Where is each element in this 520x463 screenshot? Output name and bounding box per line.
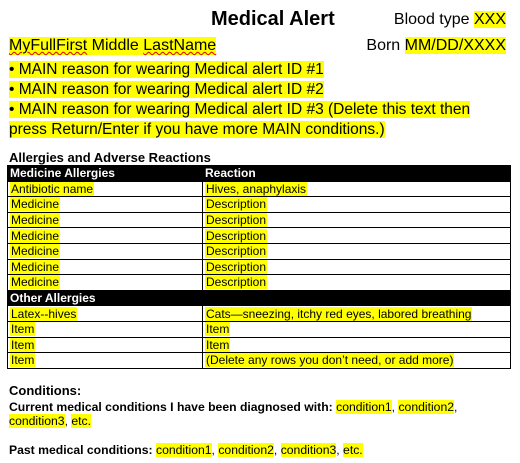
- reaction-cell[interactable]: Description: [206, 228, 267, 243]
- reaction-cell[interactable]: Description: [206, 213, 267, 228]
- condition-item[interactable]: etc.: [71, 414, 92, 428]
- allergen-cell[interactable]: Medicine: [11, 197, 60, 212]
- table-row: [8, 228, 511, 244]
- main-reasons-list: [9, 60, 509, 140]
- name-first: MyFullFirst: [9, 37, 88, 54]
- allergen-cell[interactable]: Medicine: [11, 259, 60, 274]
- allergies-section-title: Allergies and Adverse Reactions: [9, 150, 211, 165]
- main-reason-item[interactable]: • MAIN reason for wearing Medical alert ID #2: [9, 81, 324, 98]
- main-reason-item[interactable]: • MAIN reason for wearing Medical alert ID #1: [9, 61, 324, 78]
- conditions-section-title: Conditions:: [9, 383, 82, 398]
- condition-item[interactable]: condition1: [155, 443, 212, 457]
- column-header-medicine: Medicine Allergies: [8, 166, 203, 182]
- allergies-table: [7, 165, 511, 369]
- past-conditions-label: Past medical conditions:: [9, 443, 153, 457]
- name-middle: Middle: [91, 37, 139, 54]
- past-conditions: Past medical conditions: condition1, condition2, condition3, etc.: [9, 443, 363, 457]
- table-row: [8, 337, 511, 353]
- condition-item[interactable]: condition2: [218, 443, 274, 457]
- other-allergies-header-row: [8, 290, 511, 306]
- reaction-cell[interactable]: Cats—sneezing, itchy red eyes, labored breathing: [206, 306, 472, 321]
- table-row: [8, 275, 511, 291]
- reaction-cell[interactable]: Item: [206, 322, 230, 337]
- born-day: DD: [435, 37, 459, 54]
- table-row: [8, 306, 511, 322]
- column-header-other-allergies: Other Allergies: [8, 290, 511, 306]
- condition-item[interactable]: etc.: [343, 443, 363, 457]
- condition-item[interactable]: condition3: [9, 414, 65, 428]
- reaction-cell[interactable]: Description: [206, 259, 267, 274]
- blood-type-value[interactable]: XXX: [473, 11, 506, 28]
- column-header-reaction: Reaction: [203, 166, 511, 182]
- allergen-cell[interactable]: Item: [11, 353, 35, 368]
- allergen-cell[interactable]: Medicine: [11, 228, 60, 243]
- allergen-cell[interactable]: Medicine: [11, 244, 60, 259]
- allergen-cell[interactable]: Medicine: [11, 275, 60, 290]
- blood-type: [394, 11, 506, 29]
- table-row: [8, 321, 511, 337]
- reaction-cell[interactable]: Description: [206, 275, 267, 290]
- full-name[interactable]: [9, 37, 216, 55]
- allergen-cell[interactable]: Item: [11, 337, 35, 352]
- reaction-cell[interactable]: Description: [206, 244, 267, 259]
- table-row: [8, 259, 511, 275]
- allergen-cell[interactable]: Item: [11, 322, 35, 337]
- table-row: [8, 212, 511, 228]
- document-title: Medical Alert: [211, 8, 335, 30]
- allergen-cell[interactable]: Latex--hives: [11, 306, 77, 321]
- allergen-cell[interactable]: Antibiotic name: [11, 181, 94, 196]
- reaction-cell[interactable]: Item: [206, 337, 230, 352]
- main-reason-item[interactable]: • MAIN reason for wearing Medical alert ID #3 (Delete this text then press Return/Enter if you have more MAIN conditions.): [9, 101, 471, 138]
- reaction-cell[interactable]: Hives, anaphylaxis: [206, 181, 307, 196]
- name-last: LastName: [143, 37, 217, 54]
- current-conditions: Current medical conditions I have been diagnosed with: condition1, condition2, condition3, etc.: [9, 400, 458, 428]
- table-row: [8, 243, 511, 259]
- birth-date: [366, 37, 506, 55]
- condition-item[interactable]: condition1: [336, 400, 392, 414]
- current-conditions-label: Current medical conditions I have been diagnosed with:: [9, 400, 333, 414]
- table-row: [8, 353, 511, 369]
- condition-item[interactable]: condition3: [280, 443, 337, 457]
- born-label: Born: [366, 37, 401, 54]
- born-year: XXXX: [463, 37, 506, 54]
- reaction-cell[interactable]: Description: [206, 197, 267, 212]
- born-date-value[interactable]: MM/DD/XXXX: [404, 37, 506, 54]
- reaction-cell[interactable]: (Delete any rows you don’t need, or add more): [206, 353, 454, 368]
- table-row: [8, 181, 511, 197]
- medicine-allergies-header-row: [8, 166, 511, 182]
- table-row: [8, 197, 511, 213]
- blood-type-label: Blood type: [393, 11, 470, 28]
- condition-item[interactable]: condition2: [398, 400, 455, 414]
- born-month: MM: [404, 37, 432, 54]
- allergen-cell[interactable]: Medicine: [11, 213, 60, 228]
